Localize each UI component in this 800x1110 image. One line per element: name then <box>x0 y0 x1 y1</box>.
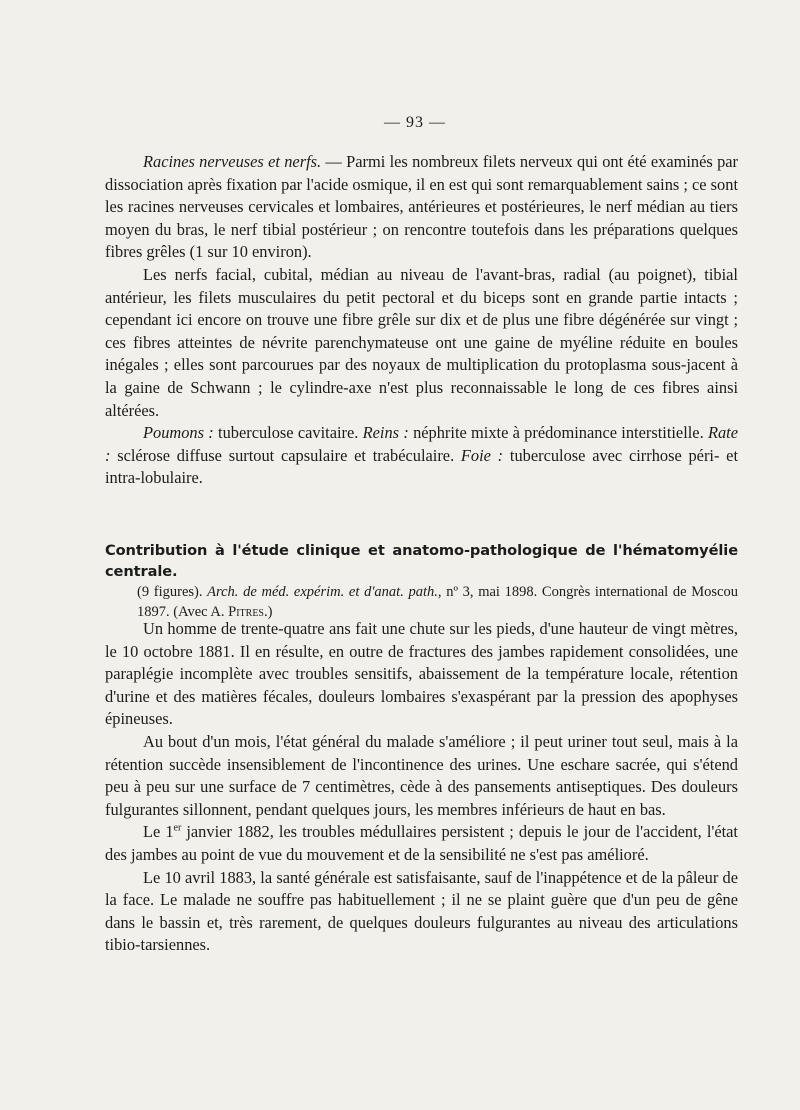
reference-close: .) <box>264 604 273 620</box>
reference-issue: , nº 3, mai 1898. Congrès international de Moscou 1897. (Avec A. <box>137 584 738 620</box>
reference-figures: (9 figures). <box>137 584 208 600</box>
kidneys-text: néphrite mixte à prédominance interstitielle. <box>408 423 708 443</box>
nerve-damage-paragraph: Les nerfs facial, cubital, médian au niveau de l'avant-bras, radial (au poignet), tibial antérieur, les filets musculaires du petit pectoral et du biceps sont en grande partie intacts ; cependant ici encore on trouve une fibre grêle sur dix et de plus une fibre dégénérée sur vingt ; ces fibres atteintes de névrite parenchymateuse ont une gaine de myéline réduite en boules inégales ; elles sont parcourues par des noyaux de multiplication du protoplasma sous-jacent à la gaine de Schwann ; le cylindre-axe n'est plus reconnaissable le long de ces fibres ainsi altérées. <box>105 264 738 420</box>
nerves-paragraph <box>105 151 738 264</box>
page-number: — 93 — <box>384 114 446 131</box>
reference-details <box>105 582 738 622</box>
case-paragraph-4: Le 10 avril 1883, la santé générale est satisfaisante, sauf de l'inappétence et de la pâleur de la face. Le malade ne souffre pas habituellement ; il ne se plaint guère que d'un peu de gêne dans le bassin et, très rarement, de quelques douleurs fulgurantes au niveau des articulations tibio-tarsiennes. <box>105 867 738 955</box>
case-paragraph-3 <box>105 821 738 866</box>
lungs-text: tuberculose cavitaire. <box>213 423 363 443</box>
kidneys-label: Reins : <box>362 423 409 443</box>
reference-journal: Arch. de méd. expérim. et d'anat. path. <box>207 584 438 600</box>
nerves-heading: Racines nerveuses et nerfs. <box>143 152 322 171</box>
reference-title: Contribution à l'étude clinique et anatomo-pathologique de l'hématomyélie centrale. <box>105 542 738 580</box>
spleen-text: sclérose diffuse surtout capsulaire et trabéculaire. <box>110 445 461 465</box>
reference-coauthor: Pitres <box>228 604 264 620</box>
lungs-label: Poumons : <box>143 423 214 443</box>
case-paragraph-2: Au bout d'un mois, l'état général du malade s'améliore ; il peut uriner tout seul, mais à la rétention succède insensiblement de l'incontinence des urines. Une eschare sacrée, qui s'étend peu à peu sur une surface de 7 centimètres, cède à des pansements antiseptiques. Des douleurs fulgurantes sillonnent, pendant quelques jours, les membres inférieurs de haut en bas. <box>105 731 738 819</box>
liver-text: tuberculose avec cirrhose péri- et intra-lobulaire. <box>105 445 738 488</box>
case-paragraph-1: Un homme de trente-quatre ans fait une chute sur les pieds, d'une hauteur de vingt mètres, le 10 octobre 1881. Il en résulte, en outre de fractures des jambes rapidement consolidées, une paraplégie incomplète avec troubles sensitifs, abaissement de la température locale, rétention d'urine et des matières fécales, douleurs lombaires s'exaspérant par la pression des apophyses épineuses. <box>105 619 738 729</box>
case-date-prefix: Le 1 <box>143 822 174 842</box>
ordinal-superscript: er <box>173 822 182 834</box>
organs-paragraph <box>105 422 738 490</box>
reference-block <box>105 540 738 622</box>
pathology-findings-section <box>105 151 738 490</box>
liver-label: Foie : <box>460 445 504 465</box>
case-report-section <box>105 618 738 957</box>
case-date-text: janvier 1882, les troubles médullaires persistent ; depuis le jour de l'accident, l'état des jambes au point de vue du mouvement et de la sensibilité ne s'est pas amélioré. <box>105 822 738 864</box>
nerves-text: — Parmi les nombreux filets nerveux qui ont été examinés par dissociation après fixation par l'acide osmique, il en est qui sont remarquablement sains ; ce sont les racines nerveuses cervicales et lombaires, antérieures et postérieures, le nerf médian au tiers moyen du bras, le nerf tibial postérieur ; on rencontre toutefois dans les préparations quelques fibres grêles (1 sur 10 environ). <box>105 152 738 262</box>
spleen-label: Rate : <box>105 423 738 465</box>
